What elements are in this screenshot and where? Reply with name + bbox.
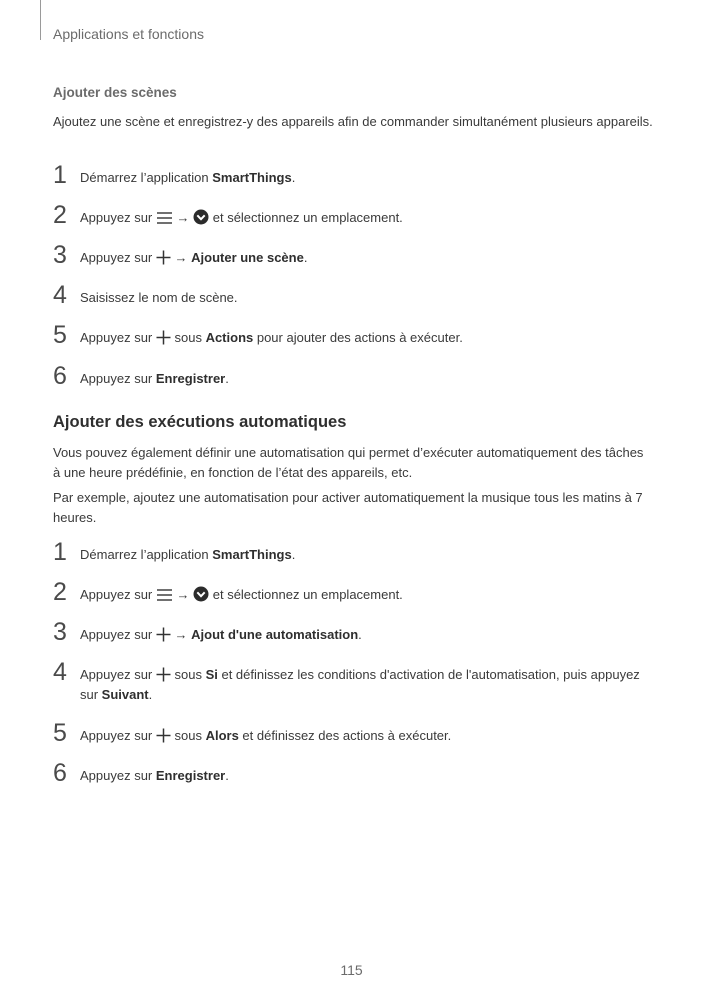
plus-icon xyxy=(156,667,171,682)
step-number: 1 xyxy=(53,161,67,189)
step-number: 2 xyxy=(53,201,67,229)
step-number: 6 xyxy=(53,759,67,787)
plus-icon xyxy=(156,728,171,743)
menu-icon xyxy=(156,211,173,225)
plus-icon xyxy=(156,250,171,265)
step-text: Appuyez sur → Ajouter une scène. xyxy=(80,250,308,265)
step-number: 4 xyxy=(53,658,67,686)
step-text: Appuyez sur → et sélectionnez un emplacement. xyxy=(80,210,403,225)
automations-heading: Ajouter des exécutions automatiques xyxy=(53,413,347,431)
step-number: 3 xyxy=(53,241,67,269)
step-number: 5 xyxy=(53,719,67,747)
page-header: Applications et fonctions xyxy=(53,26,204,42)
step-text: Appuyez sur Enregistrer. xyxy=(80,768,229,783)
scenes-intro: Ajoutez une scène et enregistrez-y des appareils afin de commander simultanément plusieurs appareils. xyxy=(53,114,653,129)
automations-example: Par exemple, ajoutez une automatisation pour activer automatiquement la musique tous les matins à 7 heures. xyxy=(53,490,643,525)
step-number: 5 xyxy=(53,321,67,349)
header-rule xyxy=(40,0,41,40)
step-number: 3 xyxy=(53,618,67,646)
step-number: 4 xyxy=(53,281,67,309)
plus-icon xyxy=(156,627,171,642)
menu-icon xyxy=(156,588,173,602)
step-text: Appuyez sur → Ajout d'une automatisation. xyxy=(80,627,362,642)
step-text: Appuyez sur sous Si et définissez les conditions d'activation de l'automatisation, puis appuyez sur Suivant. xyxy=(80,667,640,702)
dropdown-circle-icon xyxy=(193,586,209,602)
step-text: Appuyez sur sous Alors et définissez des actions à exécuter. xyxy=(80,728,452,743)
step-text: Démarrez l’application SmartThings. xyxy=(80,547,296,562)
plus-icon xyxy=(156,330,171,345)
step-text: Appuyez sur sous Actions pour ajouter des actions à exécuter. xyxy=(80,330,463,345)
scenes-heading: Ajouter des scènes xyxy=(53,85,177,100)
step-text: Démarrez l’application SmartThings. xyxy=(80,170,296,185)
dropdown-circle-icon xyxy=(193,209,209,225)
step-number: 1 xyxy=(53,538,67,566)
page-number: 115 xyxy=(340,962,363,978)
step-text: Saisissez le nom de scène. xyxy=(80,290,238,305)
step-number: 2 xyxy=(53,578,67,606)
step-text: Appuyez sur → et sélectionnez un emplacement. xyxy=(80,587,403,602)
automations-intro: Vous pouvez également définir une automatisation qui permet d’exécuter automatiquement des tâches à une heure prédéfinie, en fonction de l’état des appareils, etc. xyxy=(53,445,644,480)
step-number: 6 xyxy=(53,362,67,390)
step-text: Appuyez sur Enregistrer. xyxy=(80,371,229,386)
